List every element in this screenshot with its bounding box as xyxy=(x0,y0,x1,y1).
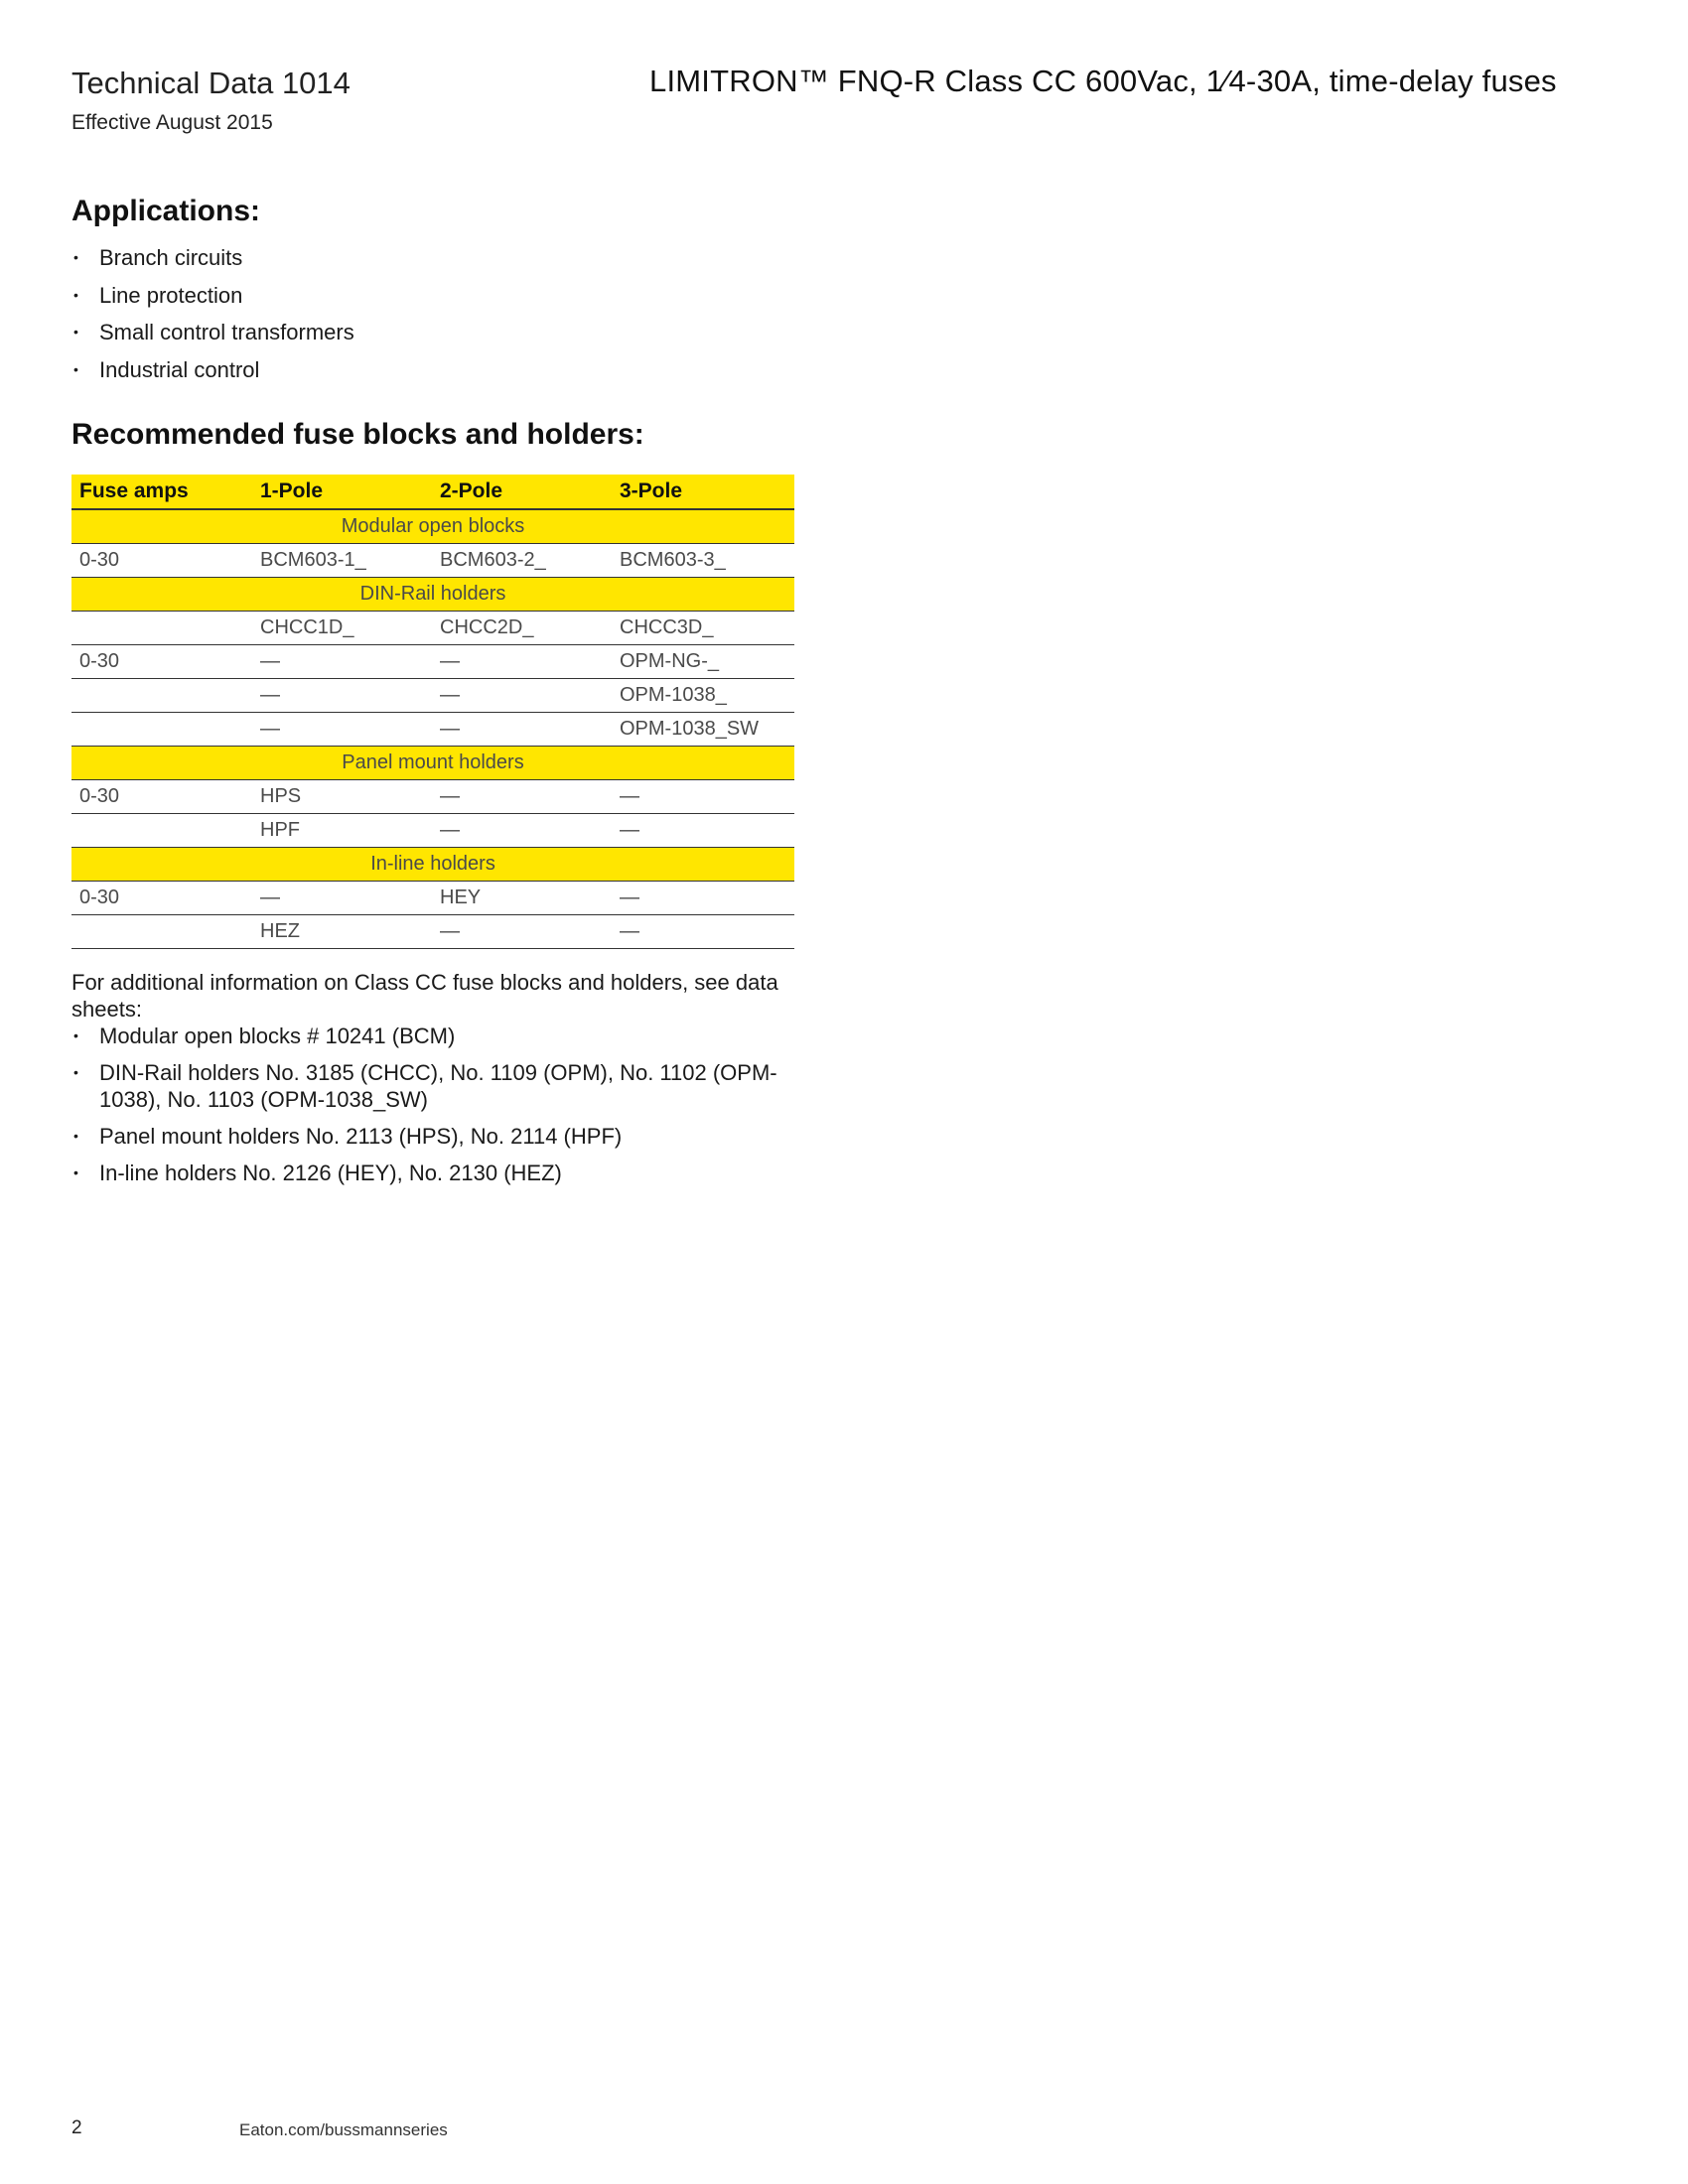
table-cell xyxy=(71,814,252,848)
table-row xyxy=(71,679,794,713)
table-cell: BCM603-2_ xyxy=(432,544,612,578)
table-header-row xyxy=(71,475,794,509)
table-cell: 0-30 xyxy=(71,645,252,679)
applications-list xyxy=(71,244,354,393)
table-cell xyxy=(71,679,252,713)
table-cell xyxy=(71,915,252,949)
table-cell: HEY xyxy=(432,882,612,915)
section-title: In-line holders xyxy=(71,848,794,882)
table-cell xyxy=(71,713,252,747)
table-cell xyxy=(71,612,252,645)
table-cell: — xyxy=(612,915,794,949)
list-item: • In-line holders No. 2126 (HEY), No. 2130 (HEZ) xyxy=(71,1160,806,1186)
list-item: • Small control transformers xyxy=(71,319,354,345)
table-cell: 0-30 xyxy=(71,882,252,915)
fuse-blocks-table xyxy=(71,475,794,949)
table-cell: — xyxy=(252,713,432,747)
table-cell: — xyxy=(432,679,612,713)
table-cell: HPF xyxy=(252,814,432,848)
table-cell: 0-30 xyxy=(71,780,252,814)
list-item: • DIN-Rail holders No. 3185 (CHCC), No. 1109 (OPM), No. 1102 (OPM-1038), No. 1103 (OPM-1038_SW) xyxy=(71,1059,806,1113)
list-item: • Panel mount holders No. 2113 (HPS), No. 2114 (HPF) xyxy=(71,1123,806,1150)
table-row xyxy=(71,882,794,915)
footer-url: Eaton.com/bussmannseries xyxy=(239,2120,448,2139)
column-header: 2-Pole xyxy=(432,475,612,509)
table-cell: CHCC2D_ xyxy=(432,612,612,645)
table-cell: — xyxy=(252,645,432,679)
table-row xyxy=(71,612,794,645)
table-cell: — xyxy=(432,645,612,679)
list-item: • Line protection xyxy=(71,282,354,309)
page-number: 2 xyxy=(71,2117,82,2138)
recommended-heading: Recommended fuse blocks and holders: xyxy=(71,418,644,451)
section-title: Modular open blocks xyxy=(71,509,794,544)
table-cell: — xyxy=(252,679,432,713)
doc-title: Technical Data 1014 xyxy=(71,66,351,100)
section-row xyxy=(71,578,794,612)
section-title: Panel mount holders xyxy=(71,747,794,780)
table-cell: — xyxy=(432,915,612,949)
table-row xyxy=(71,814,794,848)
list-item: • Modular open blocks # 10241 (BCM) xyxy=(71,1023,806,1049)
section-row xyxy=(71,848,794,882)
table-cell: CHCC3D_ xyxy=(612,612,794,645)
table-cell: — xyxy=(432,713,612,747)
table-cell: — xyxy=(432,780,612,814)
table-row xyxy=(71,915,794,949)
table-cell: CHCC1D_ xyxy=(252,612,432,645)
list-item: • Branch circuits xyxy=(71,244,354,271)
table-cell: OPM-1038_ xyxy=(612,679,794,713)
table-cell: — xyxy=(612,780,794,814)
table-cell: — xyxy=(432,814,612,848)
section-title: DIN-Rail holders xyxy=(71,578,794,612)
table-row xyxy=(71,780,794,814)
applications-heading: Applications: xyxy=(71,195,261,227)
data-sheet-list xyxy=(71,1023,806,1196)
table-row xyxy=(71,544,794,578)
list-item: • Industrial control xyxy=(71,356,354,383)
table-cell: OPM-1038_SW xyxy=(612,713,794,747)
column-header: Fuse amps xyxy=(71,475,252,509)
table-cell: HEZ xyxy=(252,915,432,949)
section-row xyxy=(71,509,794,544)
table-cell: — xyxy=(612,882,794,915)
table-cell: HPS xyxy=(252,780,432,814)
table-row xyxy=(71,713,794,747)
product-title: LIMITRON™ FNQ-R Class CC 600Vac, 1⁄4-30A, time-delay fuses xyxy=(649,64,1557,98)
table-cell: 0-30 xyxy=(71,544,252,578)
more-info-text: For additional information on Class CC fuse blocks and holders, see data sheets: xyxy=(71,970,778,1022)
table-cell: — xyxy=(612,814,794,848)
table-cell: OPM-NG-_ xyxy=(612,645,794,679)
table-cell: BCM603-3_ xyxy=(612,544,794,578)
table-cell: BCM603-1_ xyxy=(252,544,432,578)
effective-date: Effective August 2015 xyxy=(71,111,273,134)
table-cell: — xyxy=(252,882,432,915)
column-header: 3-Pole xyxy=(612,475,794,509)
table-row xyxy=(71,645,794,679)
section-row xyxy=(71,747,794,780)
column-header: 1-Pole xyxy=(252,475,432,509)
